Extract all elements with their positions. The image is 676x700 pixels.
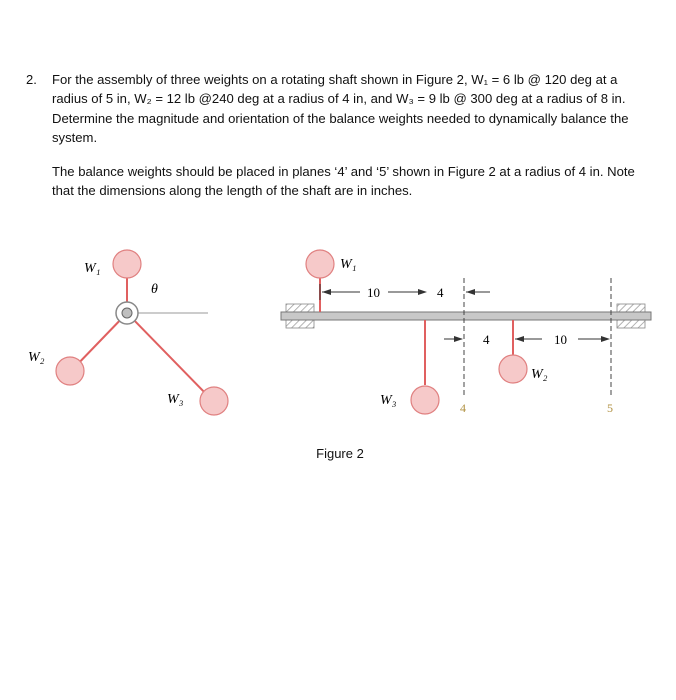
problem-2 — [26, 70, 646, 201]
shaft — [281, 312, 651, 320]
dim-w2-p5: 10 — [554, 332, 567, 347]
dim-p4-w2: 4 — [483, 332, 490, 347]
w3-weight — [200, 387, 228, 415]
balance-note: The balance weights should be placed in planes ‘4’ and ‘5’ shown in Figure 2 at a radius of 4 in. Note that the dimensions along the length of the shaft are in inches. — [52, 164, 635, 199]
end-view-angle-label: θ — [151, 282, 158, 297]
side-w1-label: W₁ — [340, 257, 357, 272]
problem-number: 2. — [26, 72, 37, 87]
side-w2-label: W₂ — [531, 367, 548, 382]
side-w3-weight — [411, 386, 439, 414]
w3-rod — [127, 313, 210, 398]
end-view-w3-label: W₃ — [167, 392, 184, 407]
w1-weight — [113, 250, 141, 278]
shaft-center — [122, 308, 132, 318]
side-w3-label: W₃ — [380, 393, 397, 408]
dim-top-arrow-right — [418, 289, 427, 295]
side-w2-weight — [499, 355, 527, 383]
end-view-w1-label: W₁ — [84, 261, 101, 276]
right-bearing-top — [617, 304, 645, 312]
problem-statement: For the assembly of three weights on a rotating shaft shown in Figure 2, W₁ = 6 lb @ 120 deg at a radius of 5 in, W₂ = 12 lb @240 deg at a radius of 4 in, and W₃ = 9 lb @ 300 deg at a radius of 8 in. Determine the magnitude and orientation of the balance weights needed to dynamically balance the system. — [52, 72, 629, 145]
end-view — [28, 250, 228, 415]
left-bearing-top — [286, 304, 314, 312]
dim-top-arrow-left — [322, 289, 331, 295]
dim-w1-w3: 10 — [367, 285, 380, 300]
side-view — [281, 250, 651, 415]
side-w1-weight — [306, 250, 334, 278]
left-bearing-bottom — [286, 320, 314, 328]
right-bearing-bottom — [617, 320, 645, 328]
w2-weight — [56, 357, 84, 385]
dim-w3-p4: 4 — [437, 285, 444, 300]
dim-low-arrow-c — [601, 336, 610, 342]
dim-low-arrow-a — [454, 336, 463, 342]
figure-caption — [0, 445, 676, 463]
figure-2 — [0, 230, 676, 440]
figure-caption-text: Figure 2 — [316, 446, 364, 461]
plane-4-label: 4 — [460, 401, 466, 415]
plane-5-label: 5 — [607, 401, 613, 415]
end-view-w2-label: W₂ — [28, 350, 45, 365]
